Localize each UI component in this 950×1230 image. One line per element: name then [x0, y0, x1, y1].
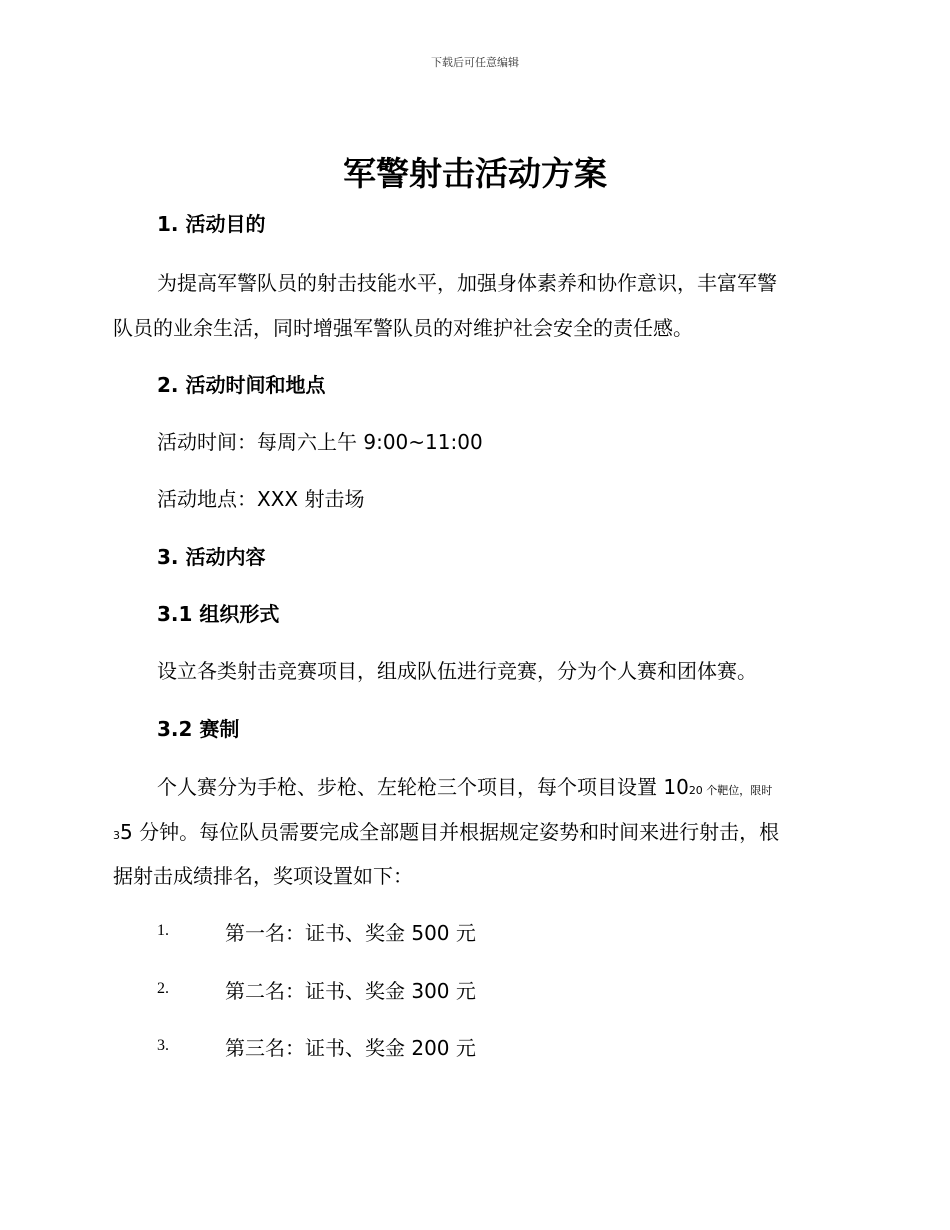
award-2-text: 第二名：证书、奖金 300 元 — [225, 979, 476, 1003]
rules-line-2-main: 5 分钟。每位队员需要完成全部题目并根据规定姿势和时间来进行射击，根 — [120, 820, 780, 844]
rules-paragraph-line-1 — [157, 771, 772, 800]
activity-time: 活动时间：每周六上午 9:00~11:00 — [157, 430, 483, 454]
document-title: 军警射击活动方案 — [343, 154, 607, 193]
rules-paragraph-line-2 — [113, 816, 779, 845]
section-1-paragraph-line-2: 队员的业余生活，同时增强军警队员的对维护社会安全的责任感。 — [113, 316, 693, 340]
rules-paragraph-line-3: 据射击成绩排名，奖项设置如下： — [113, 864, 413, 888]
section-1-heading: 1. 活动目的 — [157, 212, 266, 236]
activity-place: 活动地点：XXX 射击场 — [157, 487, 365, 511]
award-1-number: 1. — [157, 922, 169, 939]
rules-line-2-small: 3 — [113, 829, 120, 842]
section-3-2-heading: 3.2 赛制 — [157, 717, 240, 741]
section-1-paragraph-line-1: 为提高军警队员的射击技能水平，加强身体素养和协作意识，丰富军警 — [157, 271, 777, 295]
section-3-1-heading: 3.1 组织形式 — [157, 602, 280, 626]
section-3-heading: 3. 活动内容 — [157, 545, 266, 569]
page-header: 下载后可任意编辑 — [431, 56, 519, 69]
award-3-text: 第三名：证书、奖金 200 元 — [225, 1036, 476, 1060]
award-1-text: 第一名：证书、奖金 500 元 — [225, 921, 476, 945]
organization-form-text: 设立各类射击竞赛项目，组成队伍进行竞赛，分为个人赛和团体赛。 — [157, 659, 757, 683]
award-3-number: 3. — [157, 1037, 169, 1054]
award-2-number: 2. — [157, 980, 169, 997]
rules-line-1-main: 个人赛分为手枪、步枪、左轮枪三个项目，每个项目设置 10 — [157, 775, 689, 799]
rules-line-1-small: 20 个靶位，限时 — [688, 784, 773, 797]
section-2-heading: 2. 活动时间和地点 — [157, 373, 326, 397]
